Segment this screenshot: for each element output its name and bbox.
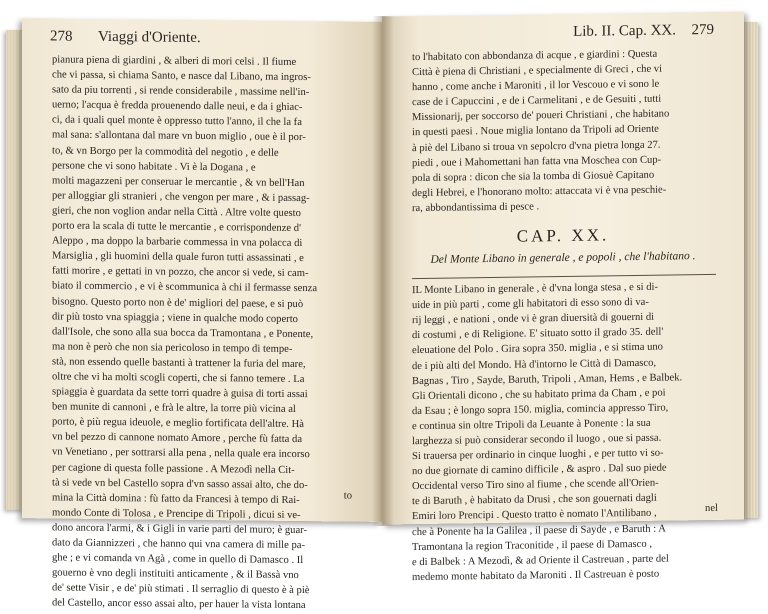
text-line: dono ancora l'armi, & i Gigli in varie parti del muro; è guar- <box>52 522 307 537</box>
text-line: uerno; l'acqua è fredda prouenendo dalle neui, e da i ghiac- <box>52 99 303 114</box>
text-line: ghe ; e vi comanda vn Agà , come in quello di Damasco . Il <box>52 552 304 567</box>
right-catchword: nel <box>705 502 718 515</box>
text-line: porto era la scala di tutte le mercantie , e corrispondenze d' <box>52 220 301 235</box>
left-running-head <box>50 28 352 53</box>
text-line: ra, abbondantissima di pesce . <box>412 201 540 215</box>
text-line: fatti morire , e gettati in vn pozzo, che ancor si vede, si cam- <box>52 265 309 280</box>
text-line: à piè del Libano si troua vn sepolcro d'vna pietra longa 27. <box>412 139 661 154</box>
text-line: di costumi , e di Religione. E' situato sotto il grado 35. dell' <box>412 326 664 342</box>
text-line: e di Balbek : A Mezodì, & ad Oriente il Castreuan , parte del <box>412 553 669 568</box>
left-running-title: Viaggi d'Oriente. <box>98 28 201 46</box>
text-line: no due giornate di camino difficile , & aspro . Dal suo piede <box>412 462 667 478</box>
right-running-head <box>410 22 714 48</box>
right-page-number: 279 <box>691 21 714 39</box>
text-line: rij leggi , e nationi , onde vi è gran diuersità di gouerni di <box>412 311 655 327</box>
text-line: Città è piena di Christiani , e specialmente di Greci , che vi <box>412 63 663 79</box>
text-line: Si trauersa per ordinario in cinque luoghi , e per tutto vi so- <box>412 447 664 463</box>
text-line: case de i Capuccini , e de i Carmelitani , e de Gesuiti , tutti <box>412 93 662 109</box>
text-line: uide in più parti , come gli habitatori di esso sono di va- <box>412 296 649 312</box>
right-page-text-body <box>412 279 722 585</box>
right-running-title: Lib. II. Cap. XX. <box>573 22 676 40</box>
text-line: ben munite di cannoni , e frà le altre, la torre più vicina al <box>52 401 296 416</box>
text-line: to, & vn Borgo per la commodità del negotio , e delle <box>52 144 279 159</box>
text-line: stà, non essendo quelle bastanti à trattener la furia del mare, <box>52 356 306 370</box>
text-line: per alloggiar gli stranieri , che vengon per mare , & i passag- <box>52 190 310 204</box>
text-line: degli Hebrei, e l'honorano molto: attaccata vi è vna peschie- <box>412 184 667 199</box>
text-line: medemo monte habitato da Maroniti . Il Castreuan è posto <box>412 568 660 583</box>
right-page-edges <box>742 22 758 518</box>
text-line: gouerno è vno degli instituiti anticamente , & il Bassà vno <box>52 567 299 582</box>
text-line: hanno , come anche i Maroniti , il lor Vescouo e vi sono le <box>412 78 660 94</box>
text-line: Tramontana la region Traconitide , il paese di Damasco , <box>412 538 652 553</box>
chapter-heading: CAP. XX. <box>516 225 610 246</box>
chapter-subtitle: Del Monte Libano in generale , e popoli , che l'habitano . <box>430 250 696 266</box>
text-line: Missionarij, per soccorso de' poueri Christiani , che habitano <box>412 108 670 124</box>
text-line: per cagione di questa folle passione . A Mezodì nella Cit- <box>52 461 295 476</box>
text-line: Aleppo , ma doppo la barbarie commessa in vna polacca di <box>52 235 303 250</box>
text-line: e continua sin oltre Tripoli da Leuante à Ponente : la sua <box>412 417 651 432</box>
left-page-number: 278 <box>50 28 73 45</box>
text-line: del Castello, ancor esso assai alto, per hauer la vista lontana <box>52 597 306 612</box>
text-line: gieri, che non voglion andar nella Città . Altre volte questo <box>52 205 301 219</box>
text-line: de' sette Visir , e de' più stimati . Il serraglio di questo è à piè <box>52 582 310 597</box>
left-page-text <box>52 52 360 614</box>
text-line: persone che vi sono habitate . Vi è la Dogana , e <box>52 160 256 174</box>
text-line: che vi passa, si chiama Santo, e nasce dal Libano, ma ingros- <box>52 69 311 84</box>
text-line: ma non è però che non sia pericoloso in tempo di tempe- <box>52 341 293 355</box>
text-line: vn bel pezzo di cannone nomato Amore , perche fù fatta da <box>52 431 303 446</box>
text-line: Emiri loro Prencipi . Questo tratto è nomato l'Antilibano , <box>412 508 657 523</box>
text-line: spiaggia è guardata da sette torri quadre à guisa di torti assai <box>52 386 308 401</box>
text-line: vn Venetiano , per sottrarsi alla pena , nella quale era incorso <box>52 446 310 461</box>
text-line: che à Ponente ha la Galilea , il paese di Sayde , e Baruth : A <box>412 523 666 538</box>
text-line: piedi , oue i Mahomettani han fatta vna Moschea con Cup- <box>412 154 662 169</box>
text-line: pianura piena di giardini , & alberi di mori celsi . Il fiume <box>52 54 297 68</box>
text-line: dir più tosto vna spiaggia ; viene in qualche modo coperto <box>52 311 298 325</box>
text-line: mina la Città domina : fù fatto da Francesi à tempo di Rai- <box>52 492 300 506</box>
text-line: te di Baruth , è habitato da Drusi , che son gouernati dagli <box>412 493 657 508</box>
text-line: dall'Isole, che sono alla sua bocca da Tramontana , e Ponente, <box>52 326 314 340</box>
text-line: Marsiglia , gli huomini della quale furon tutti assassinati , e <box>52 250 304 265</box>
text-line: Bagnas , Tiro , Sayde, Baruth, Tripoli , Aman, Hems , e Balbek. <box>412 371 683 387</box>
right-page-text-top <box>412 46 722 216</box>
text-line: de i più alti del Mondo. Hà d'intorno le Città di Damasco, <box>412 357 657 372</box>
text-line: larghezza si può considerar secondo il luogo , oue si passa. <box>412 432 662 448</box>
text-line: molti magazzeni per conseruar le mercantie , & vn bell'Han <box>52 175 305 189</box>
text-line: bisogno. Questo porto non è de' migliori del paese, e si può <box>52 295 304 310</box>
text-line: oltre che vi ha molti scogli coperti, che si fanno temere . La <box>52 371 305 386</box>
text-line: da Esau ; è longo sopra 150. miglia, comincia appresso Tiro, <box>412 402 669 417</box>
text-line: ci, da i quali quel monte è oppresso tutto l'anno, il che la fa <box>52 114 302 129</box>
text-line: IL Monte Libano in generale , è d'vna longa stesa , e si di- <box>412 281 658 297</box>
text-line: porto, è più regua ideuole, e meglio fortificata dell'altre. Hà <box>52 416 304 431</box>
text-line: mondo Conte di Tolosa , e Prencipe di Tripoli , dicui si ve- <box>52 507 301 521</box>
text-line: biato il commercio , e vi è scommunica à chi il fermasse senza <box>52 280 318 295</box>
text-line: eleuatione del Polo . Gira sopra 350. miglia , e si stima uno <box>412 342 663 357</box>
text-line: Occidental verso Tiro sino al fiume , che scende all'Orien- <box>412 477 659 493</box>
text-line: sato da piu torrenti , si rende considerabile , massime nell'in- <box>52 84 310 99</box>
text-line: in questi paesi . Noue miglia lontano da Tripoli ad Oriente <box>412 124 659 139</box>
text-line: tà si vede vn bel Castello sopra d'vn sasso assai alto, che do- <box>52 477 308 491</box>
right-page <box>382 11 744 583</box>
text-line: Gli Orientali dicono , che su habitato prima da Cham , e poi <box>412 387 666 402</box>
chapter-rule <box>412 274 716 279</box>
text-line: dato da Giannizzeri , che hanno qui vna camera di mille pa- <box>52 537 305 552</box>
left-page <box>22 18 382 612</box>
text-line: to l'habitato con abbondanza di acque , e giardini : Questa <box>412 48 658 64</box>
left-catchword: to <box>343 490 352 502</box>
text-line: pola di sopra : dicon che sia la tomba di Giosuè Capitano <box>412 169 655 184</box>
text-line: mal sana: s'allontana dal mare vn buon miglio , oue è il por- <box>52 129 306 144</box>
